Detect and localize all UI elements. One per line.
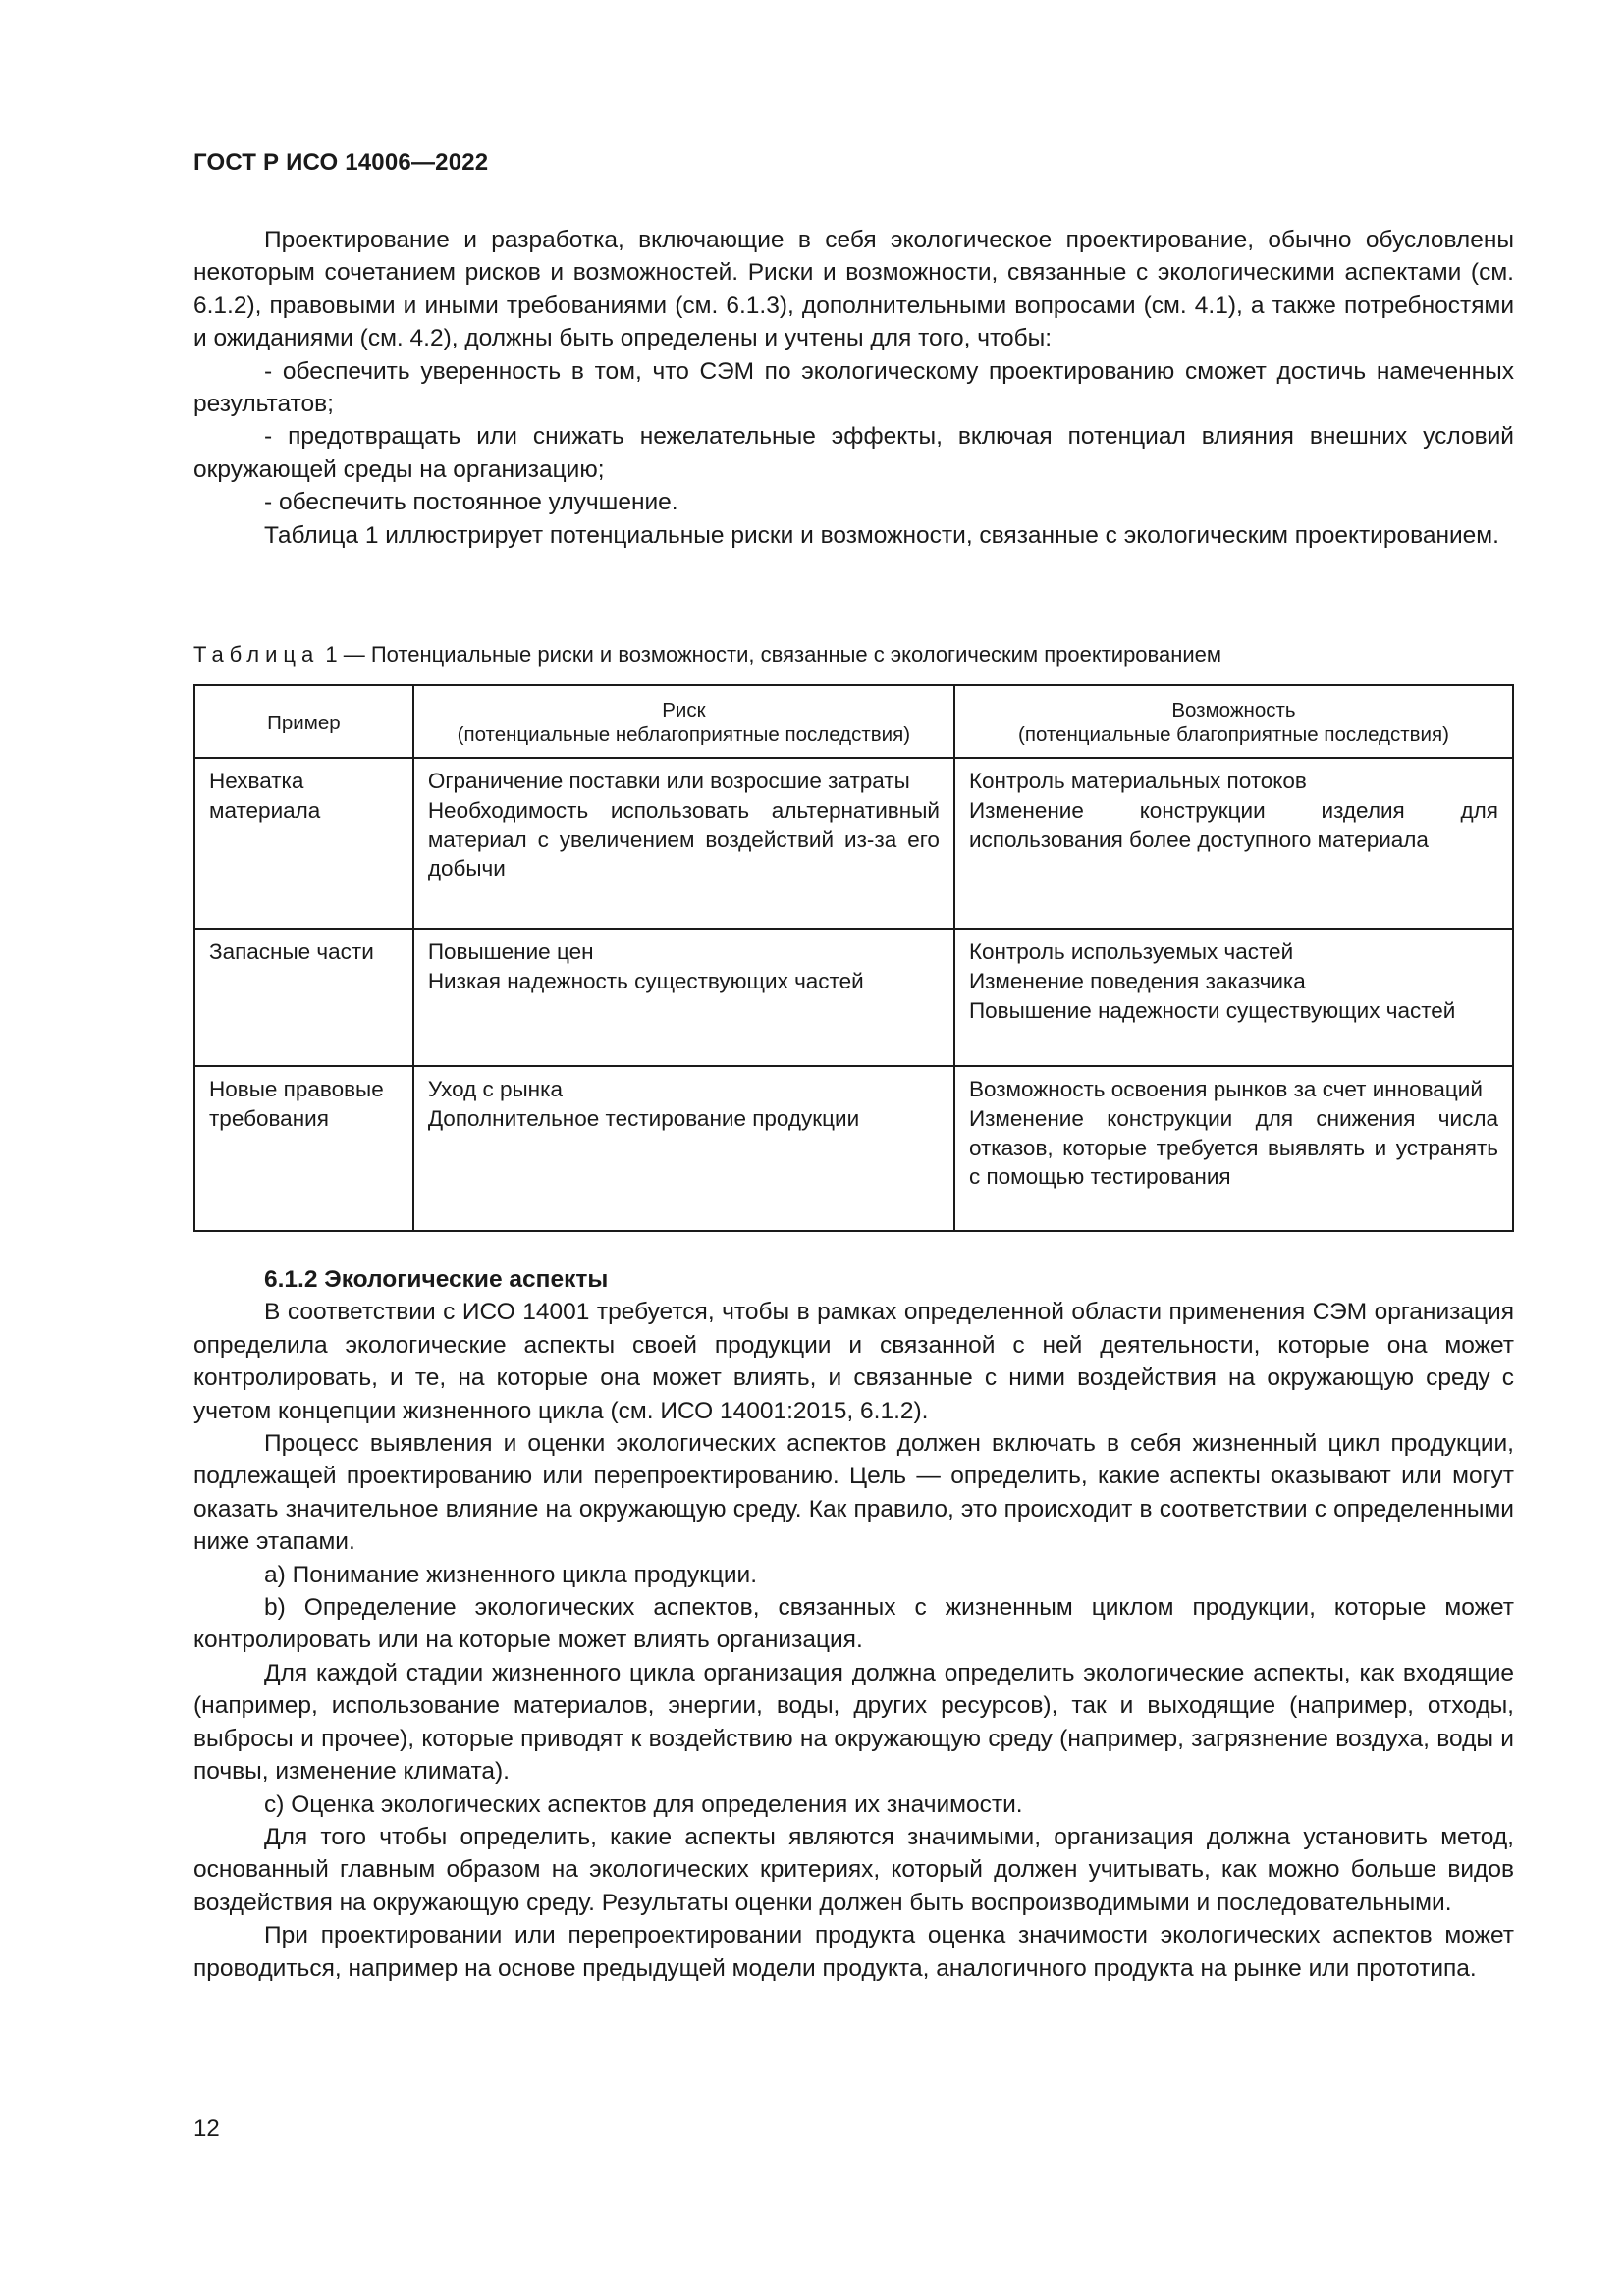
cell-opportunity: Возможность освоения рынков за счет инноваций Изменение конструкции для снижения числа отказов, которые требуется выявлять и устранять с помощью тестирования — [954, 1066, 1513, 1231]
paragraph: Таблица 1 иллюстрирует потенциальные риски и возможности, связанные с экологическим проектированием. — [264, 521, 1499, 549]
cell-example: Запасные части — [194, 929, 413, 1066]
list-item: a) Понимание жизненного цикла продукции. — [264, 1561, 758, 1588]
table-caption — [193, 642, 1221, 667]
paragraph: В соответствии с ИСО 14001 требуется, чтобы в рамках определенной области применения СЭМ организация определила экологические аспекты своей продукции и связанной с ней деятельности, которые она может контролировать, и те, на которые она может влиять, и связанные с ними воздействия на окружающую среду с учетом концепции жизненного цикла (см. ИСО 14001:2015, 6.1.2). — [193, 1299, 1514, 1424]
list-item: b) Определение экологических аспектов, связанных с жизненным циклом продукции, которые может контролировать или на которые может влиять организация. — [193, 1594, 1514, 1654]
column-header-opportunity: Возможность (потенциальные благоприятные последствия) — [954, 685, 1513, 758]
paragraph: При проектировании или перепроектировании продукта оценка значимости экологических аспектов может проводиться, например на основе предыдущей модели продукта, аналогичного продукта на рынке или прототипа. — [193, 1922, 1514, 1982]
list-item: - предотвращать или снижать нежелательные эффекты, включая потенциал влияния внешних условий окружающей среды на организацию; — [193, 423, 1514, 483]
table-row — [194, 758, 1513, 929]
section-6-1-2 — [193, 1263, 1514, 1985]
paragraph: Процесс выявления и оценки экологических аспектов должен включать в себя жизненный цикл продукции, подлежащей проектированию или перепроектированию. Цель — определить, какие аспекты оказывают или могут оказать значительное влияние на окружающую среду. Как правило, это происходит в соответствии с определенными ниже этапами. — [193, 1430, 1514, 1556]
column-header-risk: Риск (потенциальные неблагоприятные последствия) — [413, 685, 954, 758]
list-item: - обеспечить уверенность в том, что СЭМ по экологическому проектированию сможет достичь намеченных результатов; — [193, 357, 1514, 418]
section-title: 6.1.2 Экологические аспекты — [264, 1266, 609, 1293]
page-number: 12 — [193, 2115, 220, 2142]
document-header: ГОСТ Р ИСО 14006—2022 — [193, 149, 489, 176]
table-header-row — [194, 685, 1513, 758]
table-row — [194, 1066, 1513, 1231]
paragraph: Для каждой стадии жизненного цикла организация должна определить экологические аспекты, как входящие (например, использование материалов, энергии, воды, других ресурсов), так и выходящие (например, отходы, выбросы и прочее), которые приводят к воздействию на окружающую среду (например, загрязнение воздуха, воды и почвы, изменение климата). — [193, 1659, 1514, 1786]
column-header-example: Пример — [194, 685, 413, 758]
risks-opportunities-table — [193, 684, 1514, 1232]
intro-text — [193, 224, 1514, 552]
table-caption-text: 1 — Потенциальные риски и возможности, связанные с экологическим проектированием — [325, 642, 1222, 667]
cell-risk: Уход с рынка Дополнительное тестирование продукции — [413, 1066, 954, 1231]
table-caption-label: Таблица — [193, 642, 320, 667]
cell-opportunity: Контроль используемых частей Изменение поведения заказчика Повышение надежности существующих частей — [954, 929, 1513, 1066]
cell-risk: Ограничение поставки или возросшие затраты Необходимость использовать альтернативный материал с увеличением воздействий из-за его добычи — [413, 758, 954, 929]
cell-example: Новые правовые требования — [194, 1066, 413, 1231]
paragraph: Проектирование и разработка, включающие в себя экологическое проектирование, обычно обусловлены некоторым сочетанием рисков и возможностей. Риски и возможности, связанные с экологическими аспектами (см. 6.1.2), правовыми и иными требованиями (см. 6.1.3), дополнительными вопросами (см. 4.1), а также потребностями и ожиданиями (см. 4.2), должны быть определены и учтены для того, чтобы: — [193, 227, 1514, 352]
paragraph: Для того чтобы определить, какие аспекты являются значимыми, организация должна установить метод, основанный главным образом на экологических критериях, который должен учитывать, как можно больше видов воздействия на окружающую среду. Результаты оценки должен быть воспроизводимыми и последовательными. — [193, 1823, 1514, 1916]
table-row — [194, 929, 1513, 1066]
list-item: - обеспечить постоянное улучшение. — [264, 489, 678, 516]
cell-example: Нехватка материала — [194, 758, 413, 929]
cell-opportunity: Контроль материальных потоков Изменение конструкции изделия для использования более доступного материала — [954, 758, 1513, 929]
list-item: c) Оценка экологических аспектов для определения их значимости. — [264, 1790, 1023, 1818]
cell-risk: Повышение цен Низкая надежность существующих частей — [413, 929, 954, 1066]
